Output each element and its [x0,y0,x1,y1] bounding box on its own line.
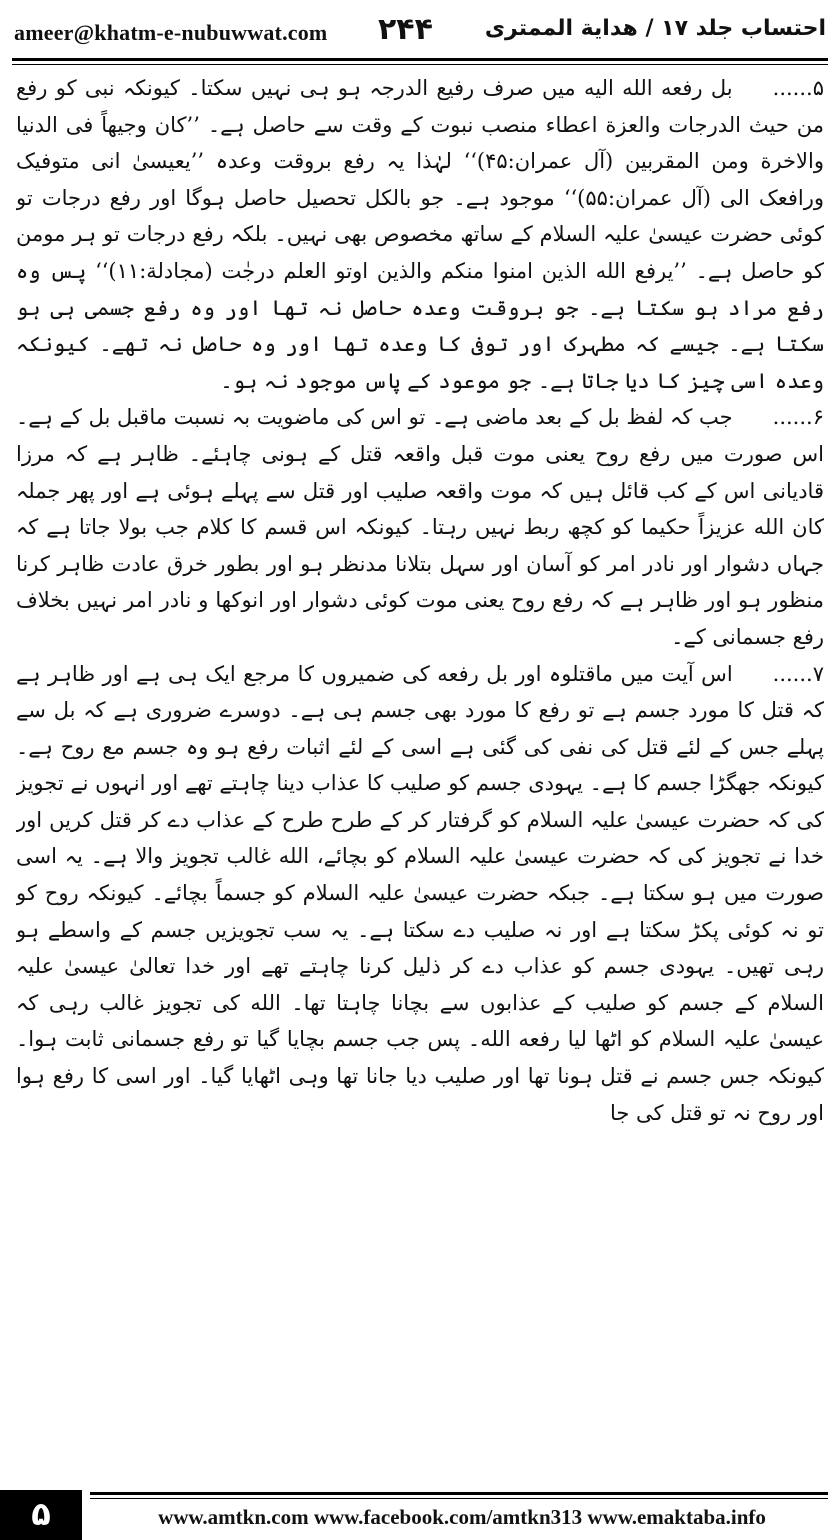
header-rule-thick [12,58,828,61]
footer-links: www.amtkn.com www.facebook.com/amtkn313 www.emaktaba.info [158,1505,766,1529]
footer-rule-thick [90,1492,828,1495]
paragraph-text: بل رفعه الله الیه میں صرف رفیع الدرجہ ہو ہی نہیں سکتا۔ کیونکہ نبی کو رفع من حیث الدرجات والعزة اعطاء منصب نبوت کے وقت سے حاصل ہے۔ ’’کان وجیھاً فی الدنیا والاخرة ومن المقربین (آل عمران:۴۵)‘‘ لہٰذا یہ رفع بروقت وعدہ ’’یعیسیٰ انی متوفیک ورافعک الی (آل عمران:۵۵)‘‘ موجود ہے۔ جو بالکل تحصیل حاصل ہوگا اور رفع درجات تو کوئی حضرت عیسیٰ علیہ السلام کے ساتھ مخصوص بھی نہیں۔ بلکہ رفع درجات تو ہر مومن کو حاصل ہے۔ ’’یرفع الله الذین امنوا منکم والذین اوتو العلم درجٰت (مجادلة:۱۱)‘‘ پس وہ رفع مراد ہو سکتا ہے۔ جو بروقت وعدہ حاصل نہ تھا اور وہ رفع جسمی ہی ہو سکتا ہے۔ جیسے کہ مطہرک اور توفی کا وعدہ تھا اور وہ حاصل نہ تھے۔ کیونکہ وعدہ اسی چیز کا دیا جاتا ہے۔ جو موعود کے پاس موجود نہ ہو۔ [16,76,824,393]
paragraph-text: اس آیت میں ماقتلوہ اور بل رفعه کی ضمیروں کا مرجع ایک ہی ہے اور ظاہر ہے کہ قتل کا مورد جسم ہے تو رفع کا مورد بھی جسم ہی ہے۔ دوسرے ضروری ہے کہ بل سے پہلے جس کے لئے قتل کی نفی کی گئی ہے اسی کے لئے اثبات رفع ہو وہ جسم مع روح ہے۔ کیونکہ جھگڑا جسم کا ہے۔ یہودی جسم کو صلیب کا عذاب دینا چاہتے تھے اور انہوں نے تجویز کی کہ حضرت عیسیٰ علیہ السلام کو گرفتار کر کے طرح طرح کے عذاب دے کر قتل کریں اور خدا نے تجویز کی کہ حضرت عیسیٰ علیہ السلام کو بچائے، الله غالب تجویز والا ہے۔ یہ اسی صورت میں ہو سکتا ہے۔ جبکہ حضرت عیسیٰ علیہ السلام کو جسماً بچائے۔ کیونکہ روح کو تو نہ کوئی پکڑ سکتا ہے اور نہ صلیب دے سکتا ہے۔ یہ سب تجویزیں جسم کے واسطے ہو رہی تھیں۔ یہودی جسم کو عذاب دے کر ذلیل کرنا چاہتے تھے اور خدا تعالیٰ عیسیٰ علیہ السلام کے جسم کو صلیب کے عذابوں سے بچانا چاہتا تھا۔ الله کی تجویز غالب رہی کہ عیسیٰ علیہ السلام کو اٹھا لیا رفعه الله۔ پس جب جسم بچایا گیا تو رفع جسمانی ثابت ہوا۔ کیونکہ جس جسم نے قتل ہونا تھا اور صلیب دیا جانا تھا وہی اٹھایا گیا۔ اور اسی کا رفع ہوا اور روح نہ تو قتل کی جا [16,661,824,1125]
paragraph-5 [16,70,824,399]
paragraph-number: ۷...... [772,661,824,686]
header-email: ameer@khatm-e-nubuwwat.com [14,20,328,45]
header-rule-thin [12,64,828,65]
page-body [16,70,824,1470]
page-number: ۲۴۴ [378,12,433,47]
page-header [0,0,840,60]
paragraph-6 [16,399,824,655]
footer-rule-thin [90,1498,828,1499]
paragraph-number: ۶...... [772,405,824,430]
book-title: احتساب جلد ۱۷ / ھدایة الممتری [484,16,826,41]
paragraph-number: ۵...... [772,76,824,100]
volume-mark: ۵ [0,1490,82,1540]
paragraph-text: جب کہ لفظ بل کے بعد ماضی ہے۔ تو اس کی ماضویت بہ نسبت ماقبل بل کے ہے۔ اس صورت میں رفع روح یعنی موت قبل واقعہ قتل کے ہونی چاہئے۔ ظاہر ہے کہ مرزا قادیانی اس کے کب قائل ہیں کہ موت واقعہ صلیب اور قتل سے پہلے ہوئی ہے اور پھر جملہ کان الله عزیزاً حکیما کو کچھ ربط نہیں رہتا۔ کیونکہ اس قسم کا کلام جب بولا جاتا ہے کہ جہاں دشوار اور نادر امر کو آسان اور سہل بتلانا مدنظر ہو اور بطور خرق عادت ظاہر کرنا منظور ہو اور ظاہر ہے کہ رفع روح یعنی موت کوئی دشوار اور انوکھا و نادر امر نہیں بخلاف رفع جسمانی کے۔ [16,405,824,649]
paragraph-7 [16,656,824,1132]
page-footer [0,1490,840,1540]
